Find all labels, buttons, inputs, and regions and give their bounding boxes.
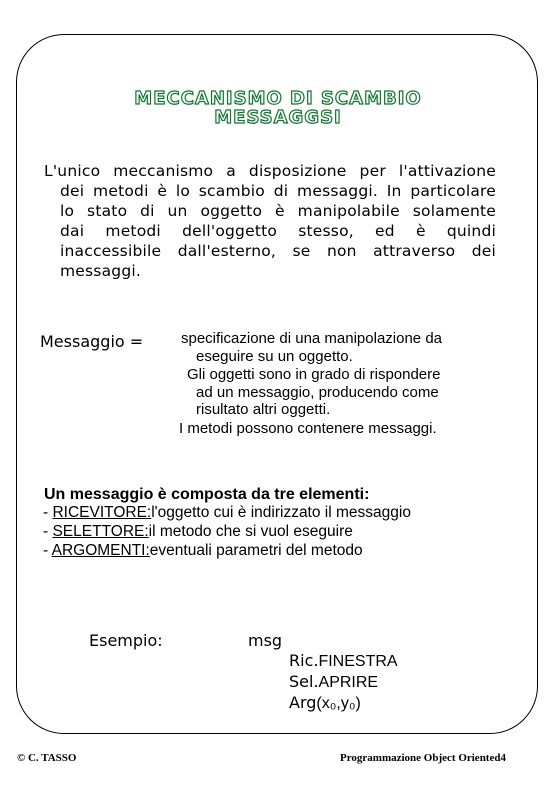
page-number: 4 bbox=[500, 752, 506, 764]
element-key: RICEVITORE: bbox=[52, 504, 152, 521]
example-arguments bbox=[289, 693, 361, 713]
element-prefix: - bbox=[43, 504, 53, 521]
footer-copyright: © C. TASSO bbox=[17, 752, 77, 764]
footer-course bbox=[340, 752, 506, 764]
example-selector bbox=[289, 672, 378, 692]
composition-element bbox=[43, 503, 411, 523]
receiver-value: FINESTRA bbox=[318, 653, 398, 670]
definition-line: ad un messaggio, producendo come bbox=[196, 384, 439, 401]
element-desc: eventuali parametri del metodo bbox=[149, 542, 363, 559]
element-key: SELETTORE: bbox=[52, 523, 149, 540]
intro-line: dai metodi dell'oggetto stesso, ed è quindi bbox=[60, 222, 496, 240]
intro-line: lo stato di un oggetto è manipolabile solamente bbox=[60, 202, 496, 220]
arguments-value: (x₀,y₀) bbox=[316, 695, 361, 712]
definition-line: eseguire su un oggetto. bbox=[196, 348, 353, 365]
example-receiver bbox=[289, 651, 398, 671]
intro-line: L'unico meccanismo a disposizione per l'attivazione bbox=[44, 162, 496, 180]
definition-label: Messaggio = bbox=[40, 332, 144, 351]
example-msg: msg bbox=[248, 631, 283, 650]
example-label: Esempio: bbox=[89, 631, 163, 650]
slide-title-line2: MESSAGGSI bbox=[214, 107, 342, 128]
intro-line: inaccessibile dall'esterno, se non attraverso dei bbox=[60, 242, 496, 260]
composition-element bbox=[43, 522, 353, 542]
definition-line: I metodi possono contenere messaggi. bbox=[179, 420, 437, 437]
selector-label: Sel. bbox=[289, 672, 319, 691]
receiver-label: Ric. bbox=[289, 651, 319, 670]
composition-element bbox=[43, 541, 363, 561]
selector-value: APRIRE bbox=[318, 674, 379, 691]
slide-title-line1: MECCANISMO DI SCAMBIO bbox=[134, 88, 422, 109]
definition-line: Gli oggetti sono in grado di rispondere bbox=[187, 366, 441, 383]
element-desc: il metodo che si vuol eseguire bbox=[148, 523, 353, 540]
definition-line: risultato altri oggetti. bbox=[196, 401, 331, 418]
element-desc: l'oggetto cui è indirizzato il messaggio bbox=[151, 504, 411, 521]
intro-paragraph bbox=[44, 161, 512, 281]
composition-heading: Un messaggio è composta da tre elementi: bbox=[44, 486, 370, 503]
footer-course-title: Programmazione Object Oriented bbox=[340, 752, 501, 764]
element-prefix: - bbox=[43, 523, 53, 540]
definition-line: specificazione di una manipolazione da bbox=[181, 330, 443, 347]
intro-line: dei metodi è lo scambio di messaggi. In particolare bbox=[60, 182, 496, 200]
element-key: ARGOMENTI: bbox=[51, 542, 150, 559]
element-prefix: - bbox=[43, 542, 52, 559]
arguments-label: Arg bbox=[289, 693, 317, 712]
intro-line: messaggi. bbox=[60, 262, 141, 280]
